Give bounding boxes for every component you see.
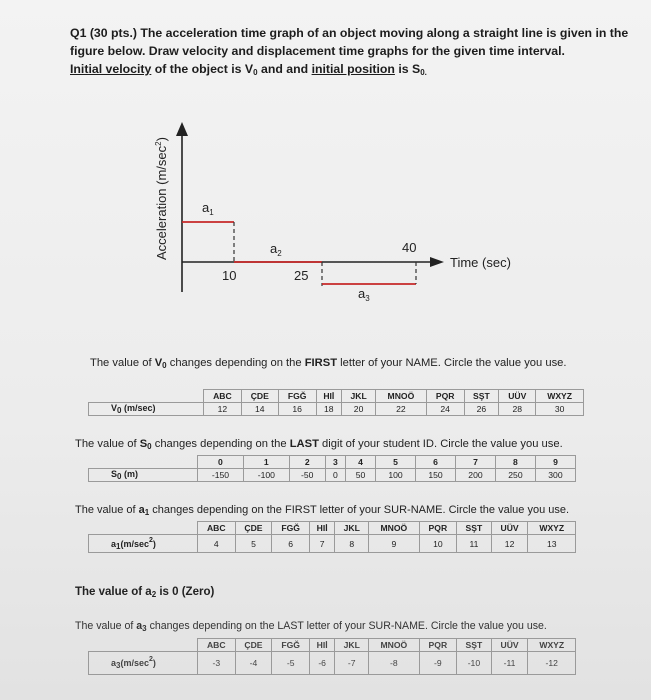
v0-value[interactable]: 22	[376, 403, 427, 416]
a1-value[interactable]: 13	[528, 535, 576, 553]
a1-header: FGĞ	[272, 522, 310, 535]
a1-instruction: The value of $a_1$ changes depending on the FIRST letter of your SUR-NAME. Circle the value you use.	[75, 504, 570, 517]
v0-value[interactable]: 16	[278, 403, 316, 416]
a2-label: $a_2$	[270, 241, 282, 258]
tick-label-10: 10	[222, 268, 237, 283]
a1-value[interactable]: 9	[369, 535, 419, 553]
v0-header: SŞT	[464, 390, 499, 403]
a1-value[interactable]: 7	[309, 535, 334, 553]
v0-value[interactable]: 26	[464, 403, 499, 416]
a3-header: ÇDE	[235, 639, 272, 652]
a1-value[interactable]: 10	[419, 535, 457, 553]
v0-header: FGĞ	[278, 390, 316, 403]
s0-value[interactable]: -50	[289, 469, 325, 482]
a3-label: $a_3$	[358, 286, 370, 303]
s0-value[interactable]: 250	[495, 469, 535, 482]
s0-header: 8	[495, 456, 535, 469]
a1-header: ABC	[198, 522, 236, 535]
s0-value[interactable]: 100	[376, 469, 416, 482]
y-axis-arrow	[176, 122, 188, 136]
a1-header: MNOÖ	[369, 522, 419, 535]
v0-header: MNOÖ	[376, 390, 427, 403]
a3-value[interactable]: -7	[335, 652, 369, 675]
a3-value[interactable]: -10	[457, 652, 492, 675]
a3-value[interactable]: -5	[272, 652, 310, 675]
tick-label-40: 40	[402, 240, 417, 255]
a3-table	[88, 638, 576, 675]
a3-value[interactable]: -6	[309, 652, 334, 675]
question-label: Q1 (30 pts.)	[70, 26, 137, 40]
v0-table	[88, 389, 584, 416]
question-body: The acceleration time graph of an object moving along a straight line is given in the figure below. Draw velocity and displacement time graphs for the given time interval.	[70, 26, 629, 58]
a3-value[interactable]: -3	[198, 652, 236, 675]
v0-instruction: The value of $V_0$ changes depending on the FIRST letter of your NAME. Circle the value you use.	[90, 357, 567, 370]
a1-header: UÜV	[491, 522, 528, 535]
a3-value[interactable]: -11	[491, 652, 528, 675]
a3-row-label: $a3(m/\sec^2)$	[89, 652, 198, 675]
s0-table	[88, 455, 576, 482]
s0-value[interactable]: -100	[243, 469, 289, 482]
a1-header: HIİ	[309, 522, 334, 535]
v0-value[interactable]: 28	[499, 403, 536, 416]
v0-value[interactable]: 12	[204, 403, 242, 416]
a3-value[interactable]: -9	[419, 652, 457, 675]
v0-value[interactable]: 14	[241, 403, 278, 416]
a1-header: SŞT	[457, 522, 492, 535]
a3-header: WXYZ	[528, 639, 576, 652]
s0-header: 9	[535, 456, 575, 469]
v0-value[interactable]: 24	[426, 403, 464, 416]
s0-header: 6	[416, 456, 456, 469]
s0-header: 0	[198, 456, 244, 469]
a3-value[interactable]: -4	[235, 652, 272, 675]
a3-value[interactable]: -8	[369, 652, 419, 675]
question-text: Q1 (30 pts.) The acceleration time graph of an object moving along a straight line is given in the figure below. Draw velocity and displacement time graphs for the given time interval. Initial velocity of the object is $V_0$ and and initial position is $S_{0.}$	[70, 26, 629, 77]
v0-header: HIİ	[316, 390, 342, 403]
a1-value[interactable]: 5	[235, 535, 272, 553]
a1-row-label: $a1(m/\sec^2)$	[89, 535, 198, 553]
a3-header: MNOÖ	[369, 639, 419, 652]
acceleration-time-graph	[130, 100, 550, 320]
s0-header: 3	[325, 456, 345, 469]
s0-value[interactable]: 0	[325, 469, 345, 482]
s0-value[interactable]: 200	[455, 469, 495, 482]
a3-header: ABC	[198, 639, 236, 652]
a1-value[interactable]: 6	[272, 535, 310, 553]
a3-header: SŞT	[457, 639, 492, 652]
initial-position-label: initial position	[311, 62, 395, 76]
s0-value[interactable]: -150	[198, 469, 244, 482]
s0-instruction: The value of $S_0$ changes depending on the LAST digit of your student ID. Circle the value you use.	[75, 438, 563, 451]
v0-value[interactable]: 18	[316, 403, 342, 416]
s0-value[interactable]: 300	[535, 469, 575, 482]
s0-value[interactable]: 50	[345, 469, 375, 482]
x-axis-label: Time (sec)	[450, 255, 511, 270]
tick-label-25: 25	[294, 268, 309, 283]
v0-header: JKL	[342, 390, 376, 403]
a3-header: JKL	[335, 639, 369, 652]
v0-value[interactable]: 20	[342, 403, 376, 416]
s0-header: 1	[243, 456, 289, 469]
v0-header: ABC	[204, 390, 242, 403]
a3-header: HIİ	[309, 639, 334, 652]
v0-value[interactable]: 30	[536, 403, 584, 416]
v0-header: ÇDE	[241, 390, 278, 403]
a2-note: The value of $a_2$ is 0 (Zero)	[75, 586, 215, 599]
s0-header: 5	[376, 456, 416, 469]
s0-value[interactable]: 150	[416, 469, 456, 482]
y-axis-label: Acceleration $(m/\sec^2)$	[154, 137, 169, 260]
a3-instruction: The value of $a_3$ changes depending on the LAST letter of your SUR-NAME. Circle the value you use.	[75, 620, 547, 633]
a1-value[interactable]: 8	[335, 535, 369, 553]
v0-row-label: V0 (m/sec)	[89, 403, 204, 416]
a1-value[interactable]: 12	[491, 535, 528, 553]
s0-header: 4	[345, 456, 375, 469]
v0-header: WXYZ	[536, 390, 584, 403]
a1-header: WXYZ	[528, 522, 576, 535]
s0-header: 7	[455, 456, 495, 469]
a1-table	[88, 521, 576, 553]
a1-value[interactable]: 4	[198, 535, 236, 553]
x-axis-arrow	[430, 257, 444, 267]
a3-value[interactable]: -12	[528, 652, 576, 675]
v0-header: PQR	[426, 390, 464, 403]
a1-header: ÇDE	[235, 522, 272, 535]
a1-header: JKL	[335, 522, 369, 535]
a3-header: UÜV	[491, 639, 528, 652]
a1-value[interactable]: 11	[457, 535, 492, 553]
a3-header: FGĞ	[272, 639, 310, 652]
initial-velocity-label: Initial velocity	[70, 62, 152, 76]
v0-header: UÜV	[499, 390, 536, 403]
a1-label: $a_1$	[202, 200, 214, 217]
s0-header: 2	[289, 456, 325, 469]
a1-header: PQR	[419, 522, 457, 535]
s0-row-label: S0 (m)	[89, 469, 198, 482]
a3-header: PQR	[419, 639, 457, 652]
